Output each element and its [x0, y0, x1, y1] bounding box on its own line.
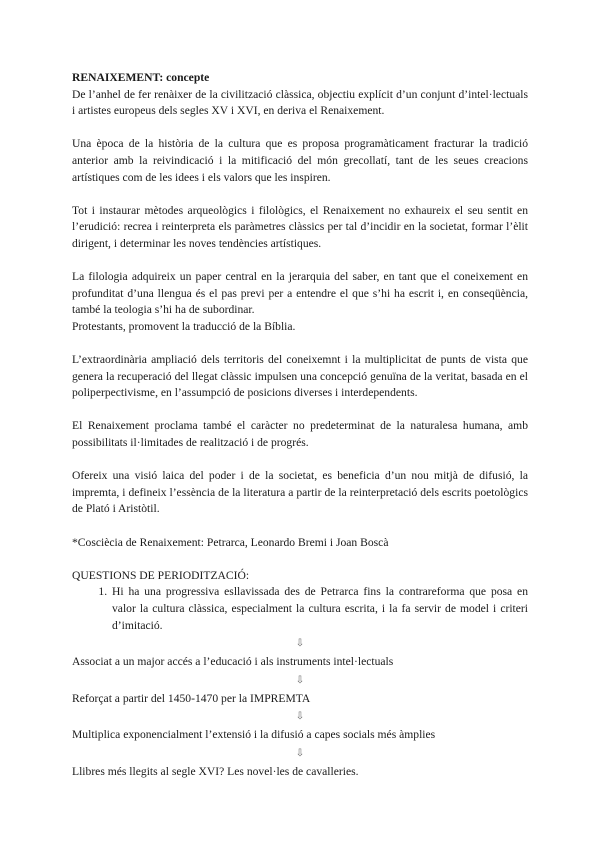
chain-step-1: Associat a un major accés a l’educació i als instruments intel·lectuals — [72, 655, 394, 669]
chain-step-4: Llibres més llegits al segle XVI? Les novel·les de cavalleries. — [72, 764, 359, 778]
paragraph-naturalesa: El Renaixement proclama també el caràcter no predeterminat de la naturalesa humana, amb possibilitats il·limitades de realització i de progrés. — [72, 419, 528, 450]
questions-heading: QUESTIONS DE PERIODITZACIÓ: — [72, 568, 250, 582]
intro-paragraph: De l’anhel de fer renàixer de la civilització clàssica, objectiu explícit d’un conjunt d’intel·lectuals i artistes europeus dels segles XV i XVI, en deriva el Renaixement. — [72, 87, 528, 118]
chain-step-2: Reforçat a partir del 1450-1470 per la IMPREMTA — [72, 691, 311, 705]
paragraph-epoca: Una època de la història de la cultura que es proposa programàticament fracturar la tradició anterior amb la reivindicació i la mitificació del món grecollatí, tant de les seues creacions artístiques com de les idees i els valors que les inspiren. — [72, 137, 528, 184]
questions-list — [72, 584, 528, 634]
chain-step-3: Multiplica exponencialment l’extensió i la difusió a capes socials més àmplies — [72, 728, 436, 742]
protestants-line: Protestants, promovent la traducció de la Bíblia. — [72, 319, 296, 333]
down-arrow-icon: ⇩ — [295, 638, 305, 650]
list-item: 1. Hi ha una progressiva esllavissada des de Petrarca fins la contrareforma que posa en valor la cultura clàssica, especialment la cultura escrita, i la fa servir de model i criteri d’imitació. — [110, 584, 528, 634]
document-title: RENAIXEMENT: concepte — [72, 71, 210, 84]
down-arrow-icon: ⇩ — [295, 747, 305, 759]
note-consciencia: *Cosciècia de Renaixement: Petrarca, Leonardo Bremi i Joan Boscà — [72, 535, 389, 549]
paragraph-metodes: Tot i instaurar mètodes arqueològics i filològics, el Renaixement no exhaureix el seu sentit en l’erudició: recrea i reinterpreta els paràmetres clàssics per tal d’incidir en la societat, formar l’èlit dirigent, i determinar les noves tendències artístiques. — [72, 203, 528, 250]
paragraph-visio-laica: Ofereix una visió laica del poder i de la societat, es beneficia d’un nou mitjà de difusió, la impremta, i defineix l’essència de la literatura a partir de la reinterpretació dels escrits poetològics de Plató i Aristòtil. — [72, 469, 528, 516]
down-arrow-icon: ⇩ — [295, 711, 305, 723]
down-arrow-icon: ⇩ — [295, 674, 305, 686]
paragraph-filologia: La filologia adquireix un paper central en la jerarquia del saber, en tant que el coneixement en profunditat d’una llengua és el pas previ per a entendre el que s’hi ha escrit i, en conseqüència, també la teologia s’hi ha de subordinar. — [72, 270, 528, 317]
paragraph-ampliacio: L’extraordinària ampliació dels territoris del coneixemnt i la multiplicitat de punts de vista que genera la recuperació del llegat clàssic impulsen una concepció genuïna de la veritat, basada en el poliperpectivisme, en l’assumpció de posicions diverses i interdependents. — [72, 353, 528, 400]
